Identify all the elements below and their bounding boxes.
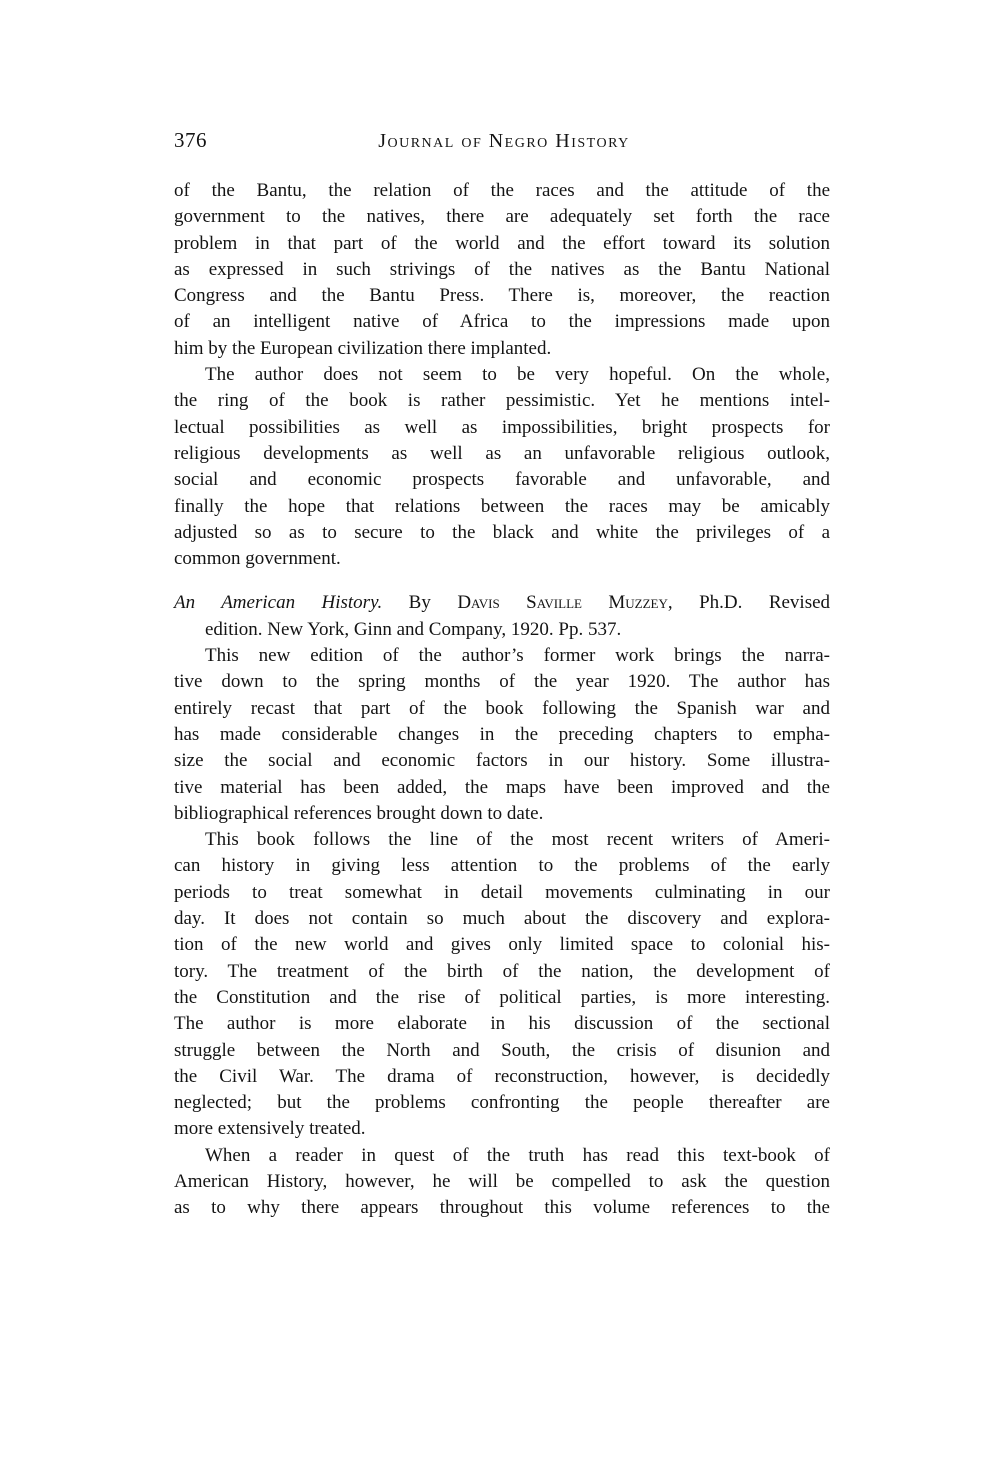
text-line: as expressed in such strivings of the natives as the Bantu National bbox=[174, 258, 830, 280]
review-1-paragraph-2 bbox=[174, 362, 830, 572]
text-line: tion of the new world and gives only limited space to colonial his- bbox=[174, 934, 830, 956]
text-line: the Civil War. The drama of reconstruction, however, is decidedly bbox=[174, 1065, 830, 1087]
text-line: common government. bbox=[174, 548, 341, 570]
text-line: the ring of the book is rather pessimistic. Yet he mentions intel- bbox=[174, 390, 830, 412]
text-line: Congress and the Bantu Press. There is, moreover, the reaction bbox=[174, 285, 830, 307]
text-line: him by the European civilization there implanted. bbox=[174, 337, 552, 359]
citation-line bbox=[174, 590, 830, 616]
page-number: 376 bbox=[174, 128, 207, 152]
text-line: neglected; but the problems confronting the people thereafter are bbox=[174, 1092, 830, 1114]
text-line: as to why there appears throughout this volume references to the bbox=[174, 1197, 830, 1219]
text-line: This book follows the line of the most recent writers of Ameri- bbox=[205, 829, 830, 851]
text-line: entirely recast that part of the book following the Spanish war and bbox=[174, 697, 830, 719]
running-head bbox=[174, 128, 834, 162]
text-line: lectual possibilities as well as impossibilities, bright prospects for bbox=[174, 416, 830, 438]
citation-by: By bbox=[408, 592, 431, 614]
text-line: struggle between the North and South, the crisis of disunion and bbox=[174, 1039, 830, 1061]
text-line: of an intelligent native of Africa to the impressions made upon bbox=[174, 311, 830, 333]
text-line: The author is more elaborate in his discussion of the sectional bbox=[174, 1013, 830, 1035]
text-line: When a reader in quest of the truth has read this text-book of bbox=[205, 1144, 830, 1166]
text-line: tory. The treatment of the birth of the nation, the development of bbox=[174, 960, 830, 982]
text-line: government to the natives, there are adequately set forth the race bbox=[174, 206, 830, 228]
review-1-paragraph-1 bbox=[174, 178, 830, 362]
text-line: bibliographical references brought down to date. bbox=[174, 802, 544, 824]
text-line: the Constitution and the rise of political parties, is more interesting. bbox=[174, 986, 830, 1008]
journal-title: Journal of Negro History bbox=[378, 130, 630, 152]
text-line: has made considerable changes in the preceding chapters to empha- bbox=[174, 723, 830, 745]
review-2-citation bbox=[174, 590, 830, 643]
text-line: size the social and economic factors in our history. Some illustra- bbox=[174, 750, 830, 772]
citation-author: Davis Saville Muzzey, bbox=[457, 592, 673, 614]
citation-degree: Ph.D. Revised bbox=[699, 592, 831, 614]
text-line: finally the hope that relations between the races may be amicably bbox=[174, 495, 830, 517]
review-2-paragraph-2 bbox=[174, 827, 830, 1143]
body-text bbox=[174, 178, 830, 1222]
text-line: tive material has been added, the maps have been improved and the bbox=[174, 776, 830, 798]
text-line: American History, however, he will be compelled to ask the question bbox=[174, 1170, 830, 1192]
text-line: adjusted so as to secure to the black and white the privileges of a bbox=[174, 521, 830, 543]
text-line: religious developments as well as an unfavorable religious outlook, bbox=[174, 442, 830, 464]
text-line: of the Bantu, the relation of the races and the attitude of the bbox=[174, 180, 830, 201]
text-line: periods to treat somewhat in detail movements culminating in our bbox=[174, 881, 830, 903]
citation-book-title: An American History. bbox=[174, 592, 383, 614]
text-line: The author does not seem to be very hopeful. On the whole, bbox=[205, 364, 830, 386]
review-2-paragraph-3 bbox=[174, 1143, 830, 1222]
text-line: day. It does not contain so much about the discovery and explora- bbox=[174, 908, 830, 930]
text-line: This new edition of the author’s former work brings the narra- bbox=[205, 645, 830, 667]
text-line: social and economic prospects favorable and unfavorable, and bbox=[174, 469, 830, 491]
text-line: problem in that part of the world and the effort toward its solution bbox=[174, 232, 830, 254]
section-gap bbox=[174, 572, 830, 590]
citation-line: edition. New York, Ginn and Company, 1920. Pp. 537. bbox=[205, 618, 622, 640]
text-line: tive down to the spring months of the year 1920. The author has bbox=[174, 671, 830, 693]
text-line: can history in giving less attention to the problems of the early bbox=[174, 855, 830, 877]
text-line: more extensively treated. bbox=[174, 1118, 366, 1140]
review-2-paragraph-1 bbox=[174, 643, 830, 827]
